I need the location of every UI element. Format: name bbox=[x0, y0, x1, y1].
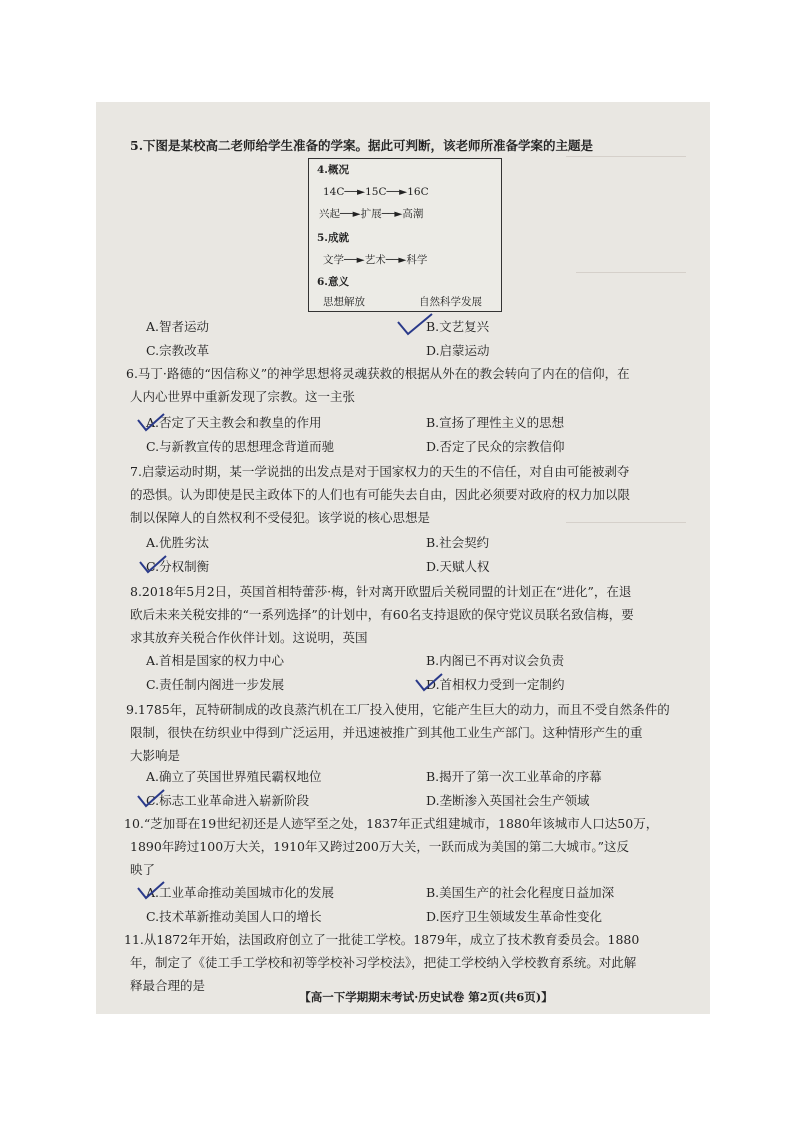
option-c: C.分权制衡 bbox=[146, 559, 210, 574]
option-c: C.宗教改革 bbox=[146, 343, 210, 358]
option-d: D.否定了民众的宗教信仰 bbox=[426, 439, 565, 454]
option-c: C.技术革新推动美国人口的增长 bbox=[146, 909, 322, 924]
option-a: A.确立了英国世界殖民霸权地位 bbox=[146, 769, 322, 784]
option-c: C.责任制内阁进一步发展 bbox=[146, 677, 285, 692]
check-mark-icon bbox=[414, 672, 444, 694]
page-footer: 【高一下学期期末考试·历史试卷 第2页(共6页)】 bbox=[299, 990, 553, 1004]
check-mark-icon bbox=[138, 554, 168, 576]
show-through-mark bbox=[576, 272, 686, 273]
question-stem: 9.1785年，瓦特研制成的改良蒸汽机在工厂投入使用，它能产生巨大的动力，而且不受自然条件的 bbox=[126, 702, 670, 717]
option-a: A.智者运动 bbox=[146, 319, 210, 334]
option-d: D.天赋人权 bbox=[426, 559, 490, 574]
question-stem: 大影响是 bbox=[130, 748, 181, 763]
option-d: D.启蒙运动 bbox=[426, 343, 490, 358]
question-stem: 年，制定了《徒工手工学校和初等学校补习学校法》，把徒工学校纳入学校教育系统。对此解 bbox=[130, 955, 637, 970]
option-c: C.与新教宣传的思想理念背道而驰 bbox=[146, 439, 335, 454]
question-stem: 欧后未来关税安排的“一系列选择”的计划中，有60名支持退欧的保守党议员联名致信梅，要 bbox=[130, 607, 634, 622]
diagram-heading: 6.意义 bbox=[317, 276, 349, 288]
question-stem: 的恐惧。认为即使是民主政体下的人们也有可能失去自由，因此必须要对政府的权力加以限 bbox=[130, 487, 631, 502]
question-stem: 制以保障人的自然权利不受侵犯。该学说的核心思想是 bbox=[130, 510, 431, 525]
option-a: A.工业革命推动美国城市化的发展 bbox=[146, 885, 335, 900]
question-stem: 映了 bbox=[130, 862, 156, 877]
question-stem: 求其放弃关税合作伙伴计划。这说明，英国 bbox=[130, 630, 368, 645]
option-b: B.揭开了第一次工业革命的序幕 bbox=[426, 769, 602, 784]
option-a: A.否定了天主教会和教皇的作用 bbox=[146, 415, 322, 430]
option-b: B.美国生产的社会化程度日益加深 bbox=[426, 885, 615, 900]
check-mark-icon bbox=[396, 312, 436, 338]
diagram-row: 思想解放 bbox=[323, 296, 365, 308]
option-d: D.医疗卫生领域发生革命性变化 bbox=[426, 909, 603, 924]
question-stem: 6.马丁·路德的“因信称义”的神学思想将灵魂获救的根据从外在的教会转向了内在的信仰，在 bbox=[126, 366, 630, 381]
option-d: D.首相权力受到一定制约 bbox=[426, 677, 565, 692]
study-plan-diagram bbox=[308, 158, 502, 312]
question-stem: 限制，很快在纺织业中得到广泛运用，并迅速被推广到其他工业生产部门。这种情形产生的重 bbox=[130, 725, 643, 740]
diagram-row: 14C──►15C──►16C bbox=[323, 186, 429, 198]
diagram-heading: 4.概况 bbox=[317, 164, 349, 176]
diagram-heading: 5.成就 bbox=[317, 232, 349, 244]
question-stem: 释最合理的是 bbox=[130, 978, 206, 993]
question-8 bbox=[130, 580, 694, 649]
diagram-row: 自然科学发展 bbox=[419, 296, 482, 308]
question-stem: 11.从1872年开始，法国政府创立了一批徒工学校。1879年，成立了技术教育委员会。1880 bbox=[124, 932, 640, 947]
question-7 bbox=[130, 460, 694, 529]
option-d: D.垄断渗入英国社会生产领域 bbox=[426, 793, 590, 808]
option-a: A.优胜劣汰 bbox=[146, 535, 210, 550]
question-stem: 人内心世界中重新发现了宗教。这一主张 bbox=[130, 389, 356, 404]
option-b: B.文艺复兴 bbox=[426, 319, 490, 334]
diagram-row: 文学──►艺术──►科学 bbox=[323, 254, 428, 266]
check-mark-icon bbox=[136, 880, 166, 902]
question-9 bbox=[126, 698, 694, 767]
question-stem: 8.2018年5月2日，英国首相特蕾莎·梅，针对离开欧盟后关税同盟的计划正在“进化”，在退 bbox=[130, 584, 632, 599]
option-b: B.宣扬了理性主义的思想 bbox=[426, 415, 565, 430]
question-10 bbox=[124, 812, 694, 881]
question-stem: 1890年跨过100万大关，1910年又跨过200万大关，一跃而成为美国的第二大城市。”这反 bbox=[130, 839, 629, 854]
question-stem: 10.“芝加哥在19世纪初还是人迹罕至之处，1837年正式组建城市，1880年该城市人口达50万， bbox=[124, 816, 659, 831]
check-mark-icon bbox=[136, 788, 166, 810]
exam-page bbox=[96, 102, 710, 1014]
option-a: A.首相是国家的权力中心 bbox=[146, 653, 285, 668]
question-6 bbox=[126, 362, 694, 408]
check-mark-icon bbox=[136, 412, 166, 434]
question-stem: 5.下图是某校高二老师给学生准备的学案。据此可判断，该老师所准备学案的主题是 bbox=[130, 138, 594, 153]
diagram-row: 兴起──►扩展──►高潮 bbox=[319, 208, 424, 220]
option-b: B.内阁已不再对议会负责 bbox=[426, 653, 565, 668]
question-stem: 7.启蒙运动时期，某一学说拙的出发点是对于国家权力的天生的不信任，对自由可能被剥夺 bbox=[130, 464, 630, 479]
option-c: C.标志工业革命进入崭新阶段 bbox=[146, 793, 310, 808]
option-b: B.社会契约 bbox=[426, 535, 490, 550]
question-5 bbox=[130, 134, 694, 157]
show-through-mark bbox=[566, 156, 686, 247]
